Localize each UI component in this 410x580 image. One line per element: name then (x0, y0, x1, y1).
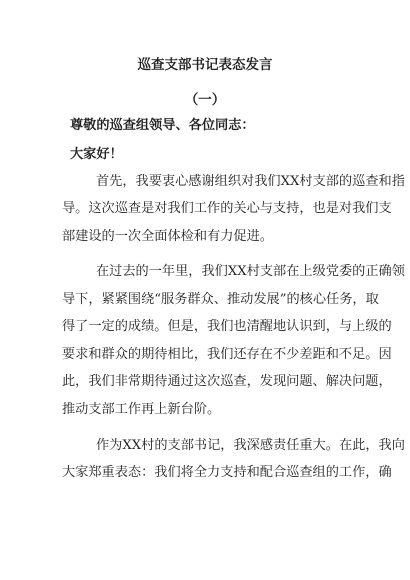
paragraph-line: 此，我们非常期待通过这次巡查，发现问题、解决问题， (62, 374, 392, 389)
paragraph-line: 导下，紧紧围绕“服务群众、推动发展”的核心任务，取 (62, 292, 379, 307)
paragraph-line: 推动支部工作再上新台阶。 (62, 402, 221, 417)
paragraph-line: 导。这次巡查是对我们工作的关心与支持，也是对我们支 (62, 201, 392, 216)
paragraph-line: 作为XX村的支部书记，我深感责任重大。在此，我向 (96, 438, 405, 453)
document-title: 巡查支部书记表态发言 (137, 57, 273, 73)
paragraph-line: 得了一定的成绩。但是，我们也清醒地认识到，与上级的 (62, 319, 392, 334)
paragraph-line: 大家郑重表态：我们将全力支持和配合巡查组的工作，确 (62, 465, 392, 480)
salutation: 尊敬的巡查组领导、各位同志： (70, 118, 255, 133)
section-number: （一） (184, 92, 226, 108)
greeting: 大家好！ (70, 147, 123, 162)
paragraph-line: 要求和群众的期待相比，我们还存在不少差距和不足。因 (62, 347, 392, 362)
paragraph-line: 部建设的一次全面体检和有力促进。 (62, 229, 273, 244)
paragraph-line: 首先，我要衷心感谢组织对我们XX村支部的巡查和指 (96, 174, 405, 189)
paragraph-line: 在过去的一年里，我们XX村支部在上级党委的正确领 (96, 264, 405, 279)
